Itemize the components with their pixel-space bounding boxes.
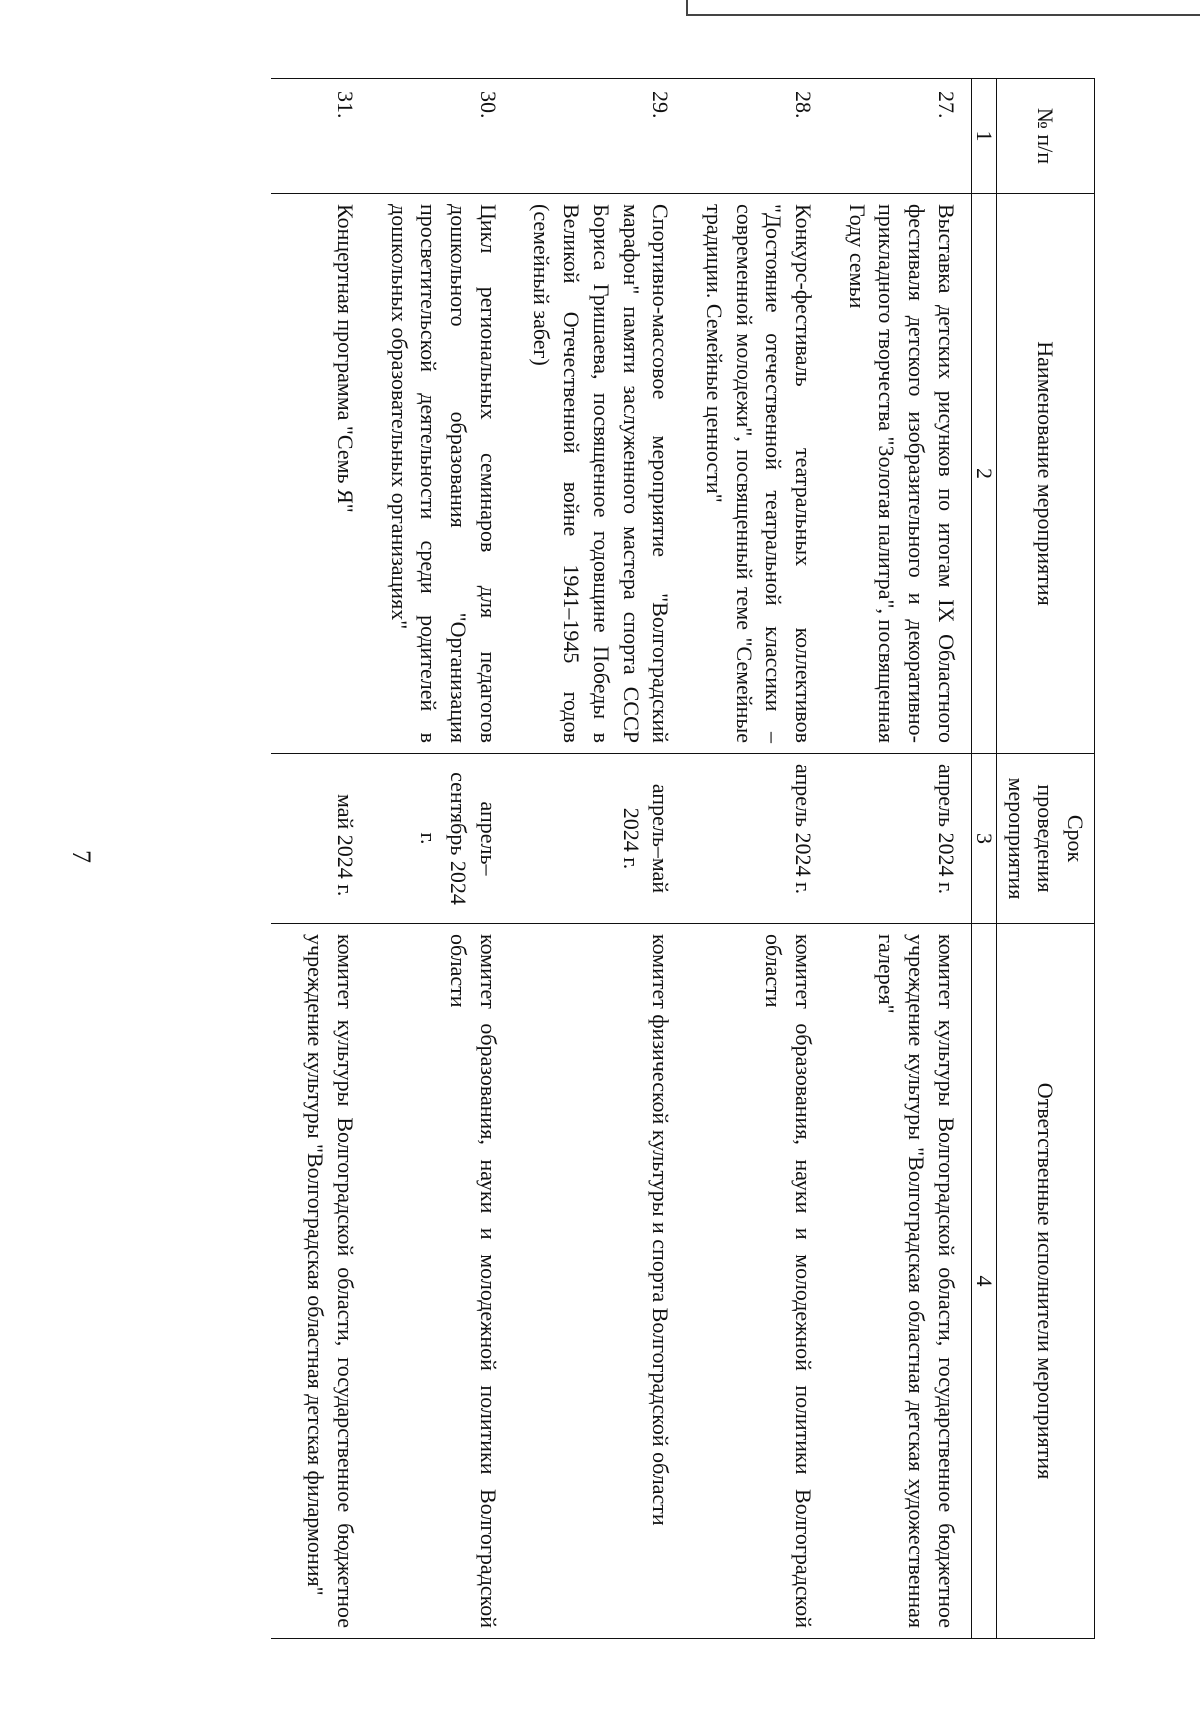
event-name: Выставка детских рисунков по итогам IX Областного фестиваля детского изобразительного и декоративно-прикладного творчества "Золотая палитра", посвященная Году семьи	[828, 194, 971, 754]
row-number: 29.	[513, 79, 685, 194]
table-row	[828, 79, 971, 1639]
event-name: Спортивно-массовое мероприятие "Волгоградский марафон" памяти заслуженного мастера спорта СССР Бориса Гришаева, посвященное годовщине Победы в Великой Отечественной войне 1941–1945 годов (семейный забег)	[513, 194, 685, 754]
event-responsible: комитет культуры Волгоградской области, государственное бюджетное учреждение культуры "Волгоградская областная детская филармония"	[271, 924, 370, 1639]
row-number: 28.	[685, 79, 828, 194]
column-number: 2	[971, 194, 996, 754]
event-name: Конкурс-фестиваль театральных коллективов "Достояние отечественной театральной классики – современной молодежи", посвященный теме "Семейные традиции. Семейные ценности"	[685, 194, 828, 754]
header-num: № п/п	[996, 79, 1094, 194]
scan-edge-line	[688, 14, 1200, 16]
column-number: 4	[971, 924, 996, 1639]
table-row	[513, 79, 685, 1639]
table-header	[971, 79, 1094, 1639]
header-name: Наименование мероприятия	[996, 194, 1094, 754]
column-number: 3	[971, 754, 996, 924]
table-row	[370, 79, 513, 1639]
row-number: 30.	[370, 79, 513, 194]
event-term: апрель–май 2024 г.	[513, 754, 685, 924]
table-row	[271, 79, 370, 1639]
row-number: 27.	[828, 79, 971, 194]
event-term: апрель 2024 г.	[828, 754, 971, 924]
event-responsible: комитет образования, науки и молодежной политики Волгоградской области	[685, 924, 828, 1639]
event-term: апрель 2024 г.	[685, 754, 828, 924]
header-resp: Ответственные исполнители мероприятия	[996, 924, 1094, 1639]
event-responsible: комитет физической культуры и спорта Волгоградской области	[513, 924, 685, 1639]
table-body	[271, 79, 972, 1639]
column-number: 1	[971, 79, 996, 194]
page-number: 7	[67, 850, 96, 863]
table-row	[685, 79, 828, 1639]
event-responsible: комитет культуры Волгоградской области, государственное бюджетное учреждение культуры "Волгоградская областная детская художественная галерея"	[828, 924, 971, 1639]
rotated-table-container	[160, 78, 1095, 1638]
event-responsible: комитет образования, науки и молодежной политики Волгоградской области	[370, 924, 513, 1639]
event-term: май 2024 г.	[271, 754, 370, 924]
header-term: Срок проведения мероприятия	[996, 754, 1094, 924]
event-name: Концертная программа "Семь Я"	[271, 194, 370, 754]
event-term: апрель–сентябрь 2024 г.	[370, 754, 513, 924]
row-number: 31.	[271, 79, 370, 194]
events-table	[271, 78, 1095, 1639]
event-name: Цикл региональных семинаров для педагогов дошкольного образования "Организация просветительской деятельности среди родителей в дошкольных образовательных организациях"	[370, 194, 513, 754]
